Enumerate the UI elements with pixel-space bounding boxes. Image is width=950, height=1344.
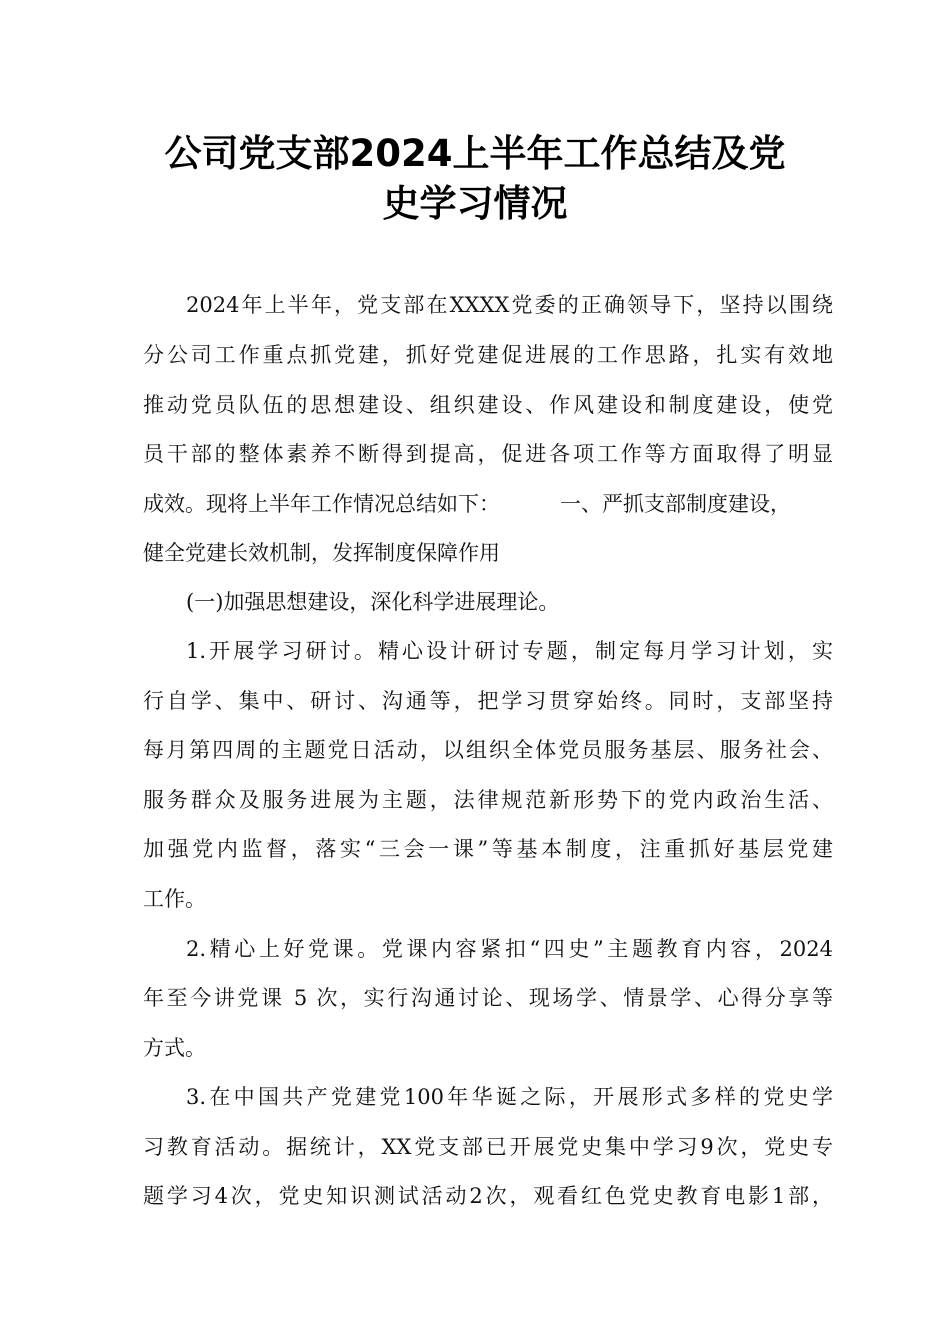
body-line: 服务群众及服务进展为主题，法律规范新形势下的党内政治生活、 — [143, 788, 833, 812]
body-line: 2.精心上好党课。党课内容紧扣“四史”主题教育内容，2024 — [186, 937, 833, 961]
section-heading-continuation: 健全党建长效机制，发挥制度保障作用 — [143, 541, 500, 565]
body-line: 年至今讲党课 5 次，实行沟通讨论、现场学、情景学、心得分享等 — [143, 986, 833, 1010]
document-title-line-1: 公司党支部2024上半年工作总结及党 — [164, 132, 786, 175]
body-line: 1.开展学习研讨。精心设计研讨专题，制定每月学习计划，实 — [186, 639, 833, 663]
body-line: 行自学、集中、研讨、沟通等，把学习贯穿始终。同时，支部坚持 — [143, 689, 833, 713]
body-line: 题学习4次，党史知识测试活动2次，观看红色党史教育电影1部， — [143, 1184, 833, 1208]
body-line-segment: 成效。现将上半年工作情况总结如下： — [143, 492, 500, 516]
body-line: 加强党内监督，落实“三会一课”等基本制度，注重抓好基层党建 — [143, 837, 833, 861]
document-title-line-2: 史学习情况 — [382, 182, 568, 225]
body-line: 3.在中国共产党建党100年华诞之际，开展形式多样的党史学 — [186, 1085, 833, 1109]
body-line: 方式。 — [143, 1036, 206, 1060]
body-line: 每月第四周的主题党日活动，以组织全体党员服务基层、服务社会、 — [143, 738, 833, 762]
subsection-heading: (一)加强思想建设，深化科学进展理论。 — [186, 590, 560, 614]
body-line: 员干部的整体素养不断得到提高，促进各项工作等方面取得了明显 — [143, 442, 833, 466]
body-line-mixed — [143, 489, 833, 519]
section-heading-part: 一、严抓支部制度建设， — [560, 492, 791, 516]
body-line: 推动党员队伍的思想建设、组织建设、作风建设和制度建设，使党 — [143, 393, 833, 417]
body-line: 工作。 — [143, 887, 206, 911]
body-line: 习教育活动。据统计，XX党支部已开展党史集中学习9次，党史专 — [143, 1135, 833, 1159]
body-line: 分公司工作重点抓党建，抓好党建促进展的工作思路，扎实有效地 — [143, 343, 833, 367]
body-line: 2024年上半年，党支部在XXXX党委的正确领导下，坚持以围绕 — [186, 293, 833, 317]
